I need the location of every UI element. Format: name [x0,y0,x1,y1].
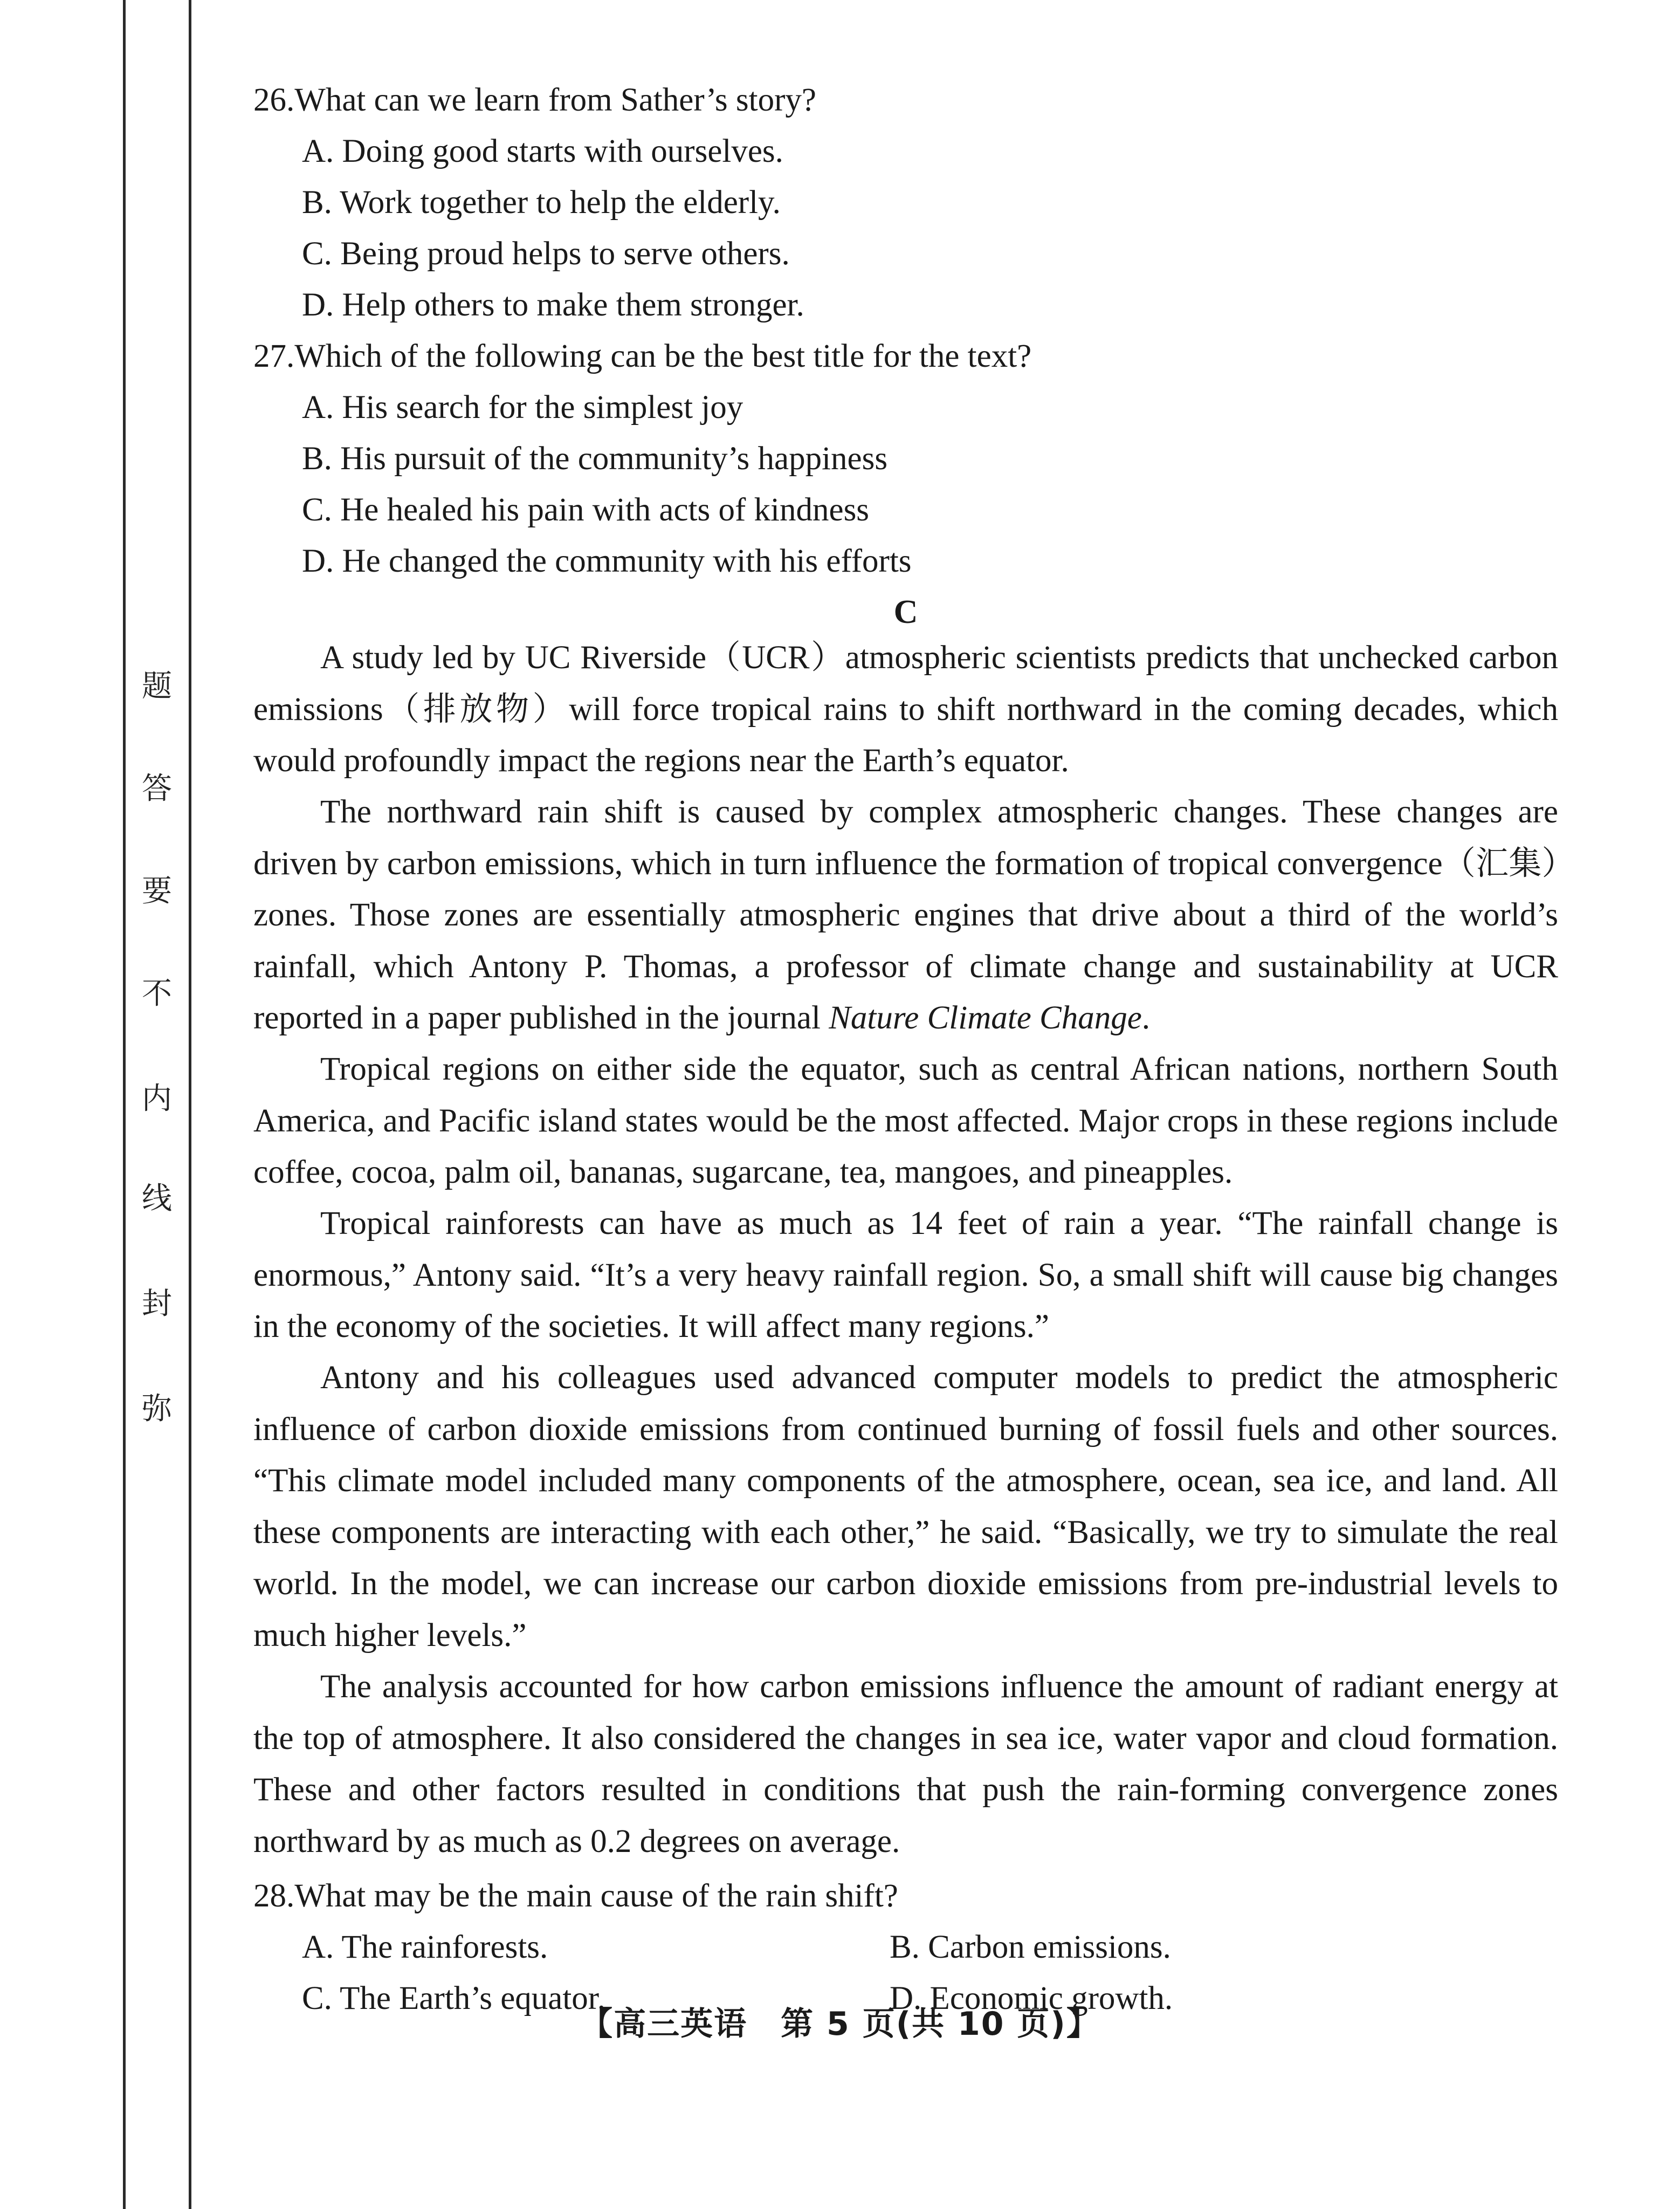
seal-char: 线 [142,1181,172,1216]
question-26-stem: 26.What can we learn from Sather’s story? [253,82,816,118]
question-26-option-d: D. Help others to make them stronger. [302,287,804,323]
passage-paragraph: A study led by UC Riverside（UCR）atmospheric scientists predicts that unchecked carbon emissions（排放物）will force tropical rains to shift northward in the coming decades, which would profoundly impact the regions near the Earth’s equator. [253,640,1558,779]
seal-char: 题 [142,669,172,704]
seal-char: 不 [142,976,172,1011]
question-26-option-a: A. Doing good starts with ourselves. [302,133,783,169]
passage-paragraph: Tropical regions on either side the equator, such as central African nations, northern South America, and Pacific island states would be the most affected. Major crops in these regions include coffee, cocoa, palm oil, bananas, sugarcane, tea, mangoes, and pineapples. [253,1051,1558,1190]
question-28-option-d: D. Economic growth. [890,1980,1173,2016]
question-27-option-b: B. His pursuit of the community’s happiness [302,441,888,477]
binding-margin-line-inner [189,0,191,2209]
seal-char: 弥 [142,1391,172,1426]
question-28-stem: 28.What may be the main cause of the rain shift? [253,1878,898,1914]
journal-name: Nature Climate Change [829,1000,1142,1036]
seal-char: 要 [142,874,172,909]
passage-paragraph: The northward rain shift is caused by complex atmospheric changes. These changes are driven by carbon emissions, which in turn influence the formation of tropical convergence（汇集）zones. Those zones are essentially atmospheric engines that drive about a third of the world’s rainfall, which Antony P. Thomas, a professor of climate change and sustainability at UCR reported in a paper published in the journal Nature Climate Change. [253,794,1558,1036]
page-footer: 【高三英语 第 5 页(共 10 页)】 [580,2005,1100,2043]
question-27-option-d: D. He changed the community with his efforts [302,543,912,579]
question-28-option-a: A. The rainforests. [302,1929,548,1965]
seal-char: 内 [142,1081,172,1116]
question-28-option-b: B. Carbon emissions. [890,1929,1171,1965]
passage-paragraph: Tropical rainforests can have as much as 14 feet of rain a year. “The rainfall change is enormous,” Antony said. “It’s a very heavy rainfall region. So, a small shift will cause big changes in the economy of the societies. It will affect many regions.” [253,1205,1558,1344]
question-28-option-c: C. The Earth’s equator. [302,1980,605,2016]
binding-margin-line-outer [123,0,126,2209]
section-title: C [893,594,918,630]
question-26-option-b: B. Work together to help the elderly. [302,184,781,221]
question-27-option-c: C. He healed his pain with acts of kindness [302,492,870,528]
question-27-stem: 27.Which of the following can be the best title for the text? [253,338,1032,374]
question-26-option-c: C. Being proud helps to serve others. [302,236,790,272]
question-27-option-a: A. His search for the simplest joy [302,389,743,426]
seal-char: 封 [142,1286,172,1321]
passage-paragraph: Antony and his colleagues used advanced computer models to predict the atmospheric influence of carbon dioxide emissions from continued burning of fossil fuels and other sources. “This climate model included many components of the atmosphere, ocean, sea ice, and land. All these components are interacting with each other,” he said. “Basically, we try to simulate the real world. In the model, we can increase our carbon dioxide emissions from pre-industrial levels to much higher levels.” [253,1360,1558,1654]
passage-paragraph: The analysis accounted for how carbon emissions influence the amount of radiant energy at the top of atmosphere. It also considered the changes in sea ice, water vapor and cloud formation. These and other factors resulted in conditions that push the rain-forming convergence zones northward by as much as 0.2 degrees on average. [253,1669,1558,1860]
seal-char: 答 [142,771,172,806]
